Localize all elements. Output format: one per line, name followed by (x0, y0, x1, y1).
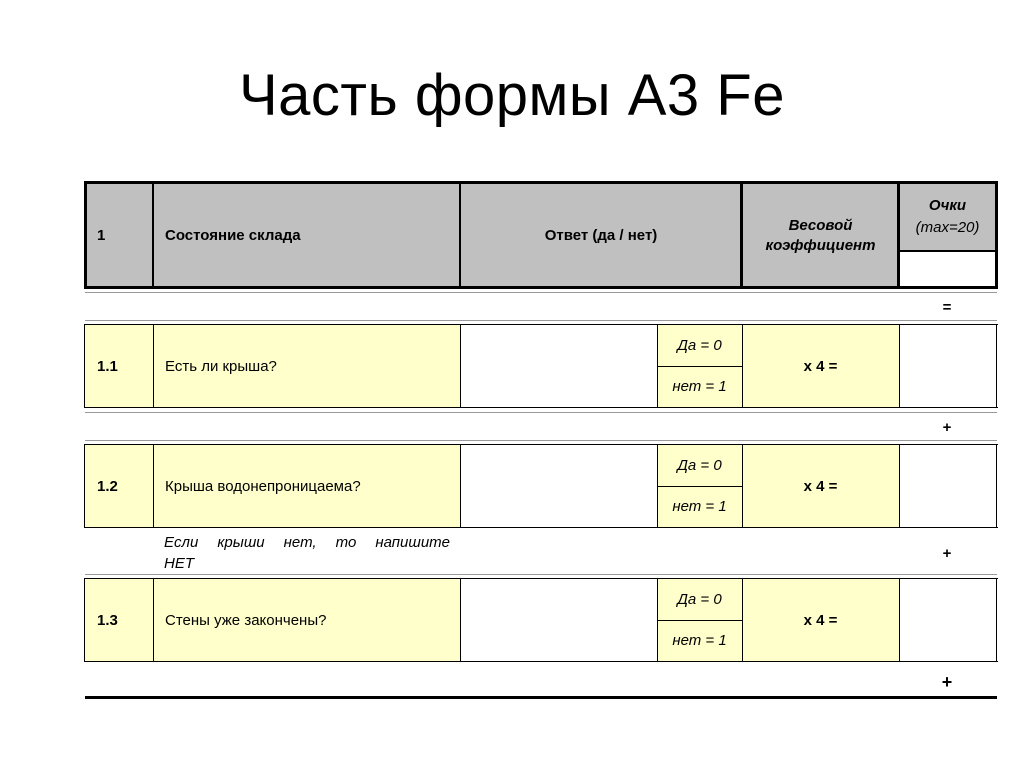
page-title: Часть формы А3 Fe (239, 63, 785, 128)
header-weight-line2: коэффициент (765, 236, 876, 254)
question-text: Стены уже закончены? (153, 579, 460, 661)
instruction-note (164, 532, 450, 574)
header-score-max: (max=20) (915, 219, 980, 236)
total-score-field[interactable] (899, 251, 996, 288)
no-option: нет = 1 (657, 486, 742, 527)
note-line-1: Если крыши нет, то напишите (164, 534, 450, 551)
note-line-2: НЕТ (164, 555, 194, 572)
operator-equals: = (942, 299, 952, 316)
header-label: Состояние склада (153, 183, 460, 288)
no-option: нет = 1 (657, 366, 742, 407)
header-weight (742, 183, 899, 288)
header-answer: Ответ (да / нет) (460, 183, 742, 288)
row-number: 1.3 (85, 579, 153, 661)
score-field[interactable] (899, 325, 996, 407)
header-number: 1 (85, 183, 153, 288)
bottom-rule (85, 696, 997, 699)
answer-field[interactable] (460, 445, 657, 527)
header-score (899, 183, 996, 251)
answer-field[interactable] (460, 325, 657, 407)
weight-value: x 4 = (742, 579, 899, 661)
header-score-label: Очки (928, 197, 967, 214)
header-weight-line1: Весовой (788, 216, 853, 234)
answer-field[interactable] (460, 579, 657, 661)
row-number: 1.2 (85, 445, 153, 527)
yes-option: Да = 0 (657, 325, 742, 366)
operator-plus: + (941, 672, 953, 692)
question-text: Крыша водонепроницаема? (153, 445, 460, 527)
question-text: Есть ли крыша? (153, 325, 460, 407)
operator-plus: + (942, 419, 952, 436)
no-option: нет = 1 (657, 620, 742, 661)
operator-plus: + (942, 545, 952, 562)
yes-option: Да = 0 (657, 579, 742, 620)
weight-value: x 4 = (742, 445, 899, 527)
row-number: 1.1 (85, 325, 153, 407)
score-field[interactable] (899, 445, 996, 527)
yes-option: Да = 0 (657, 445, 742, 486)
score-field[interactable] (899, 579, 996, 661)
weight-value: x 4 = (742, 325, 899, 407)
